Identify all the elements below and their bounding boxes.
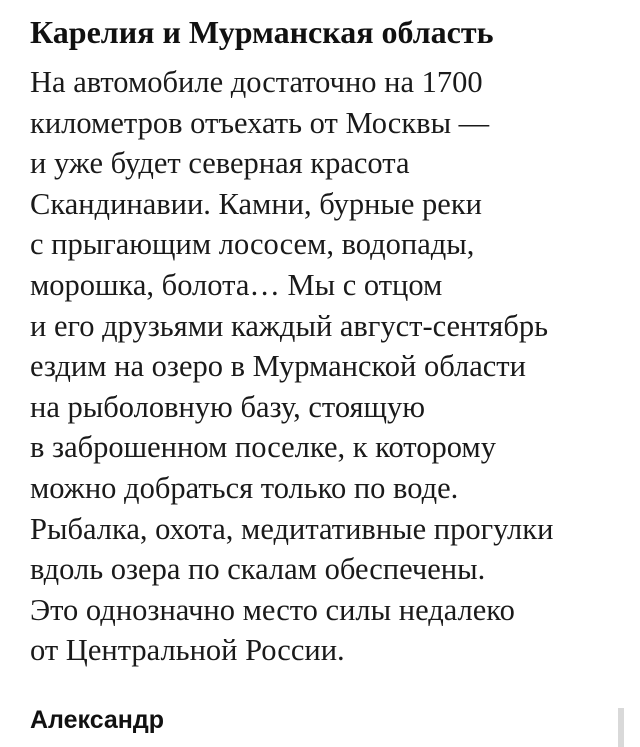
body-line: морошка, болота… Мы с отцом [30, 267, 443, 302]
body-line: Рыбалка, охота, медитативные прогулки [30, 511, 554, 546]
section-title: Карелия и Мурманская область [30, 14, 494, 50]
body-line: вдоль озера по скалам обеспечены. [30, 552, 486, 587]
scroll-edge-mark [618, 708, 624, 747]
body-line: Это однозначно место силы недалеко [30, 592, 515, 627]
body-line: Скандинавии. Камни, бурные реки [30, 186, 482, 221]
article-body [30, 62, 553, 671]
body-line: и его друзьями каждый август-сентябрь [30, 308, 549, 343]
body-line: с прыгающим лососем, водопады, [30, 227, 475, 262]
body-line: ездим на озеро в Мурманской области [30, 349, 526, 384]
body-line: километров отъехать от Москвы — [30, 105, 490, 140]
body-line: и уже будет северная красота [30, 146, 410, 181]
body-line: На автомобиле достаточно на 1700 [30, 65, 483, 99]
body-line: от Центральной России. [30, 633, 345, 668]
body-line: на рыболовную базу, стоящую [30, 389, 426, 424]
author-name: Александр [30, 706, 165, 734]
body-line: в заброшенном поселке, к которому [30, 430, 496, 465]
body-line: можно добраться только по воде. [30, 470, 459, 505]
